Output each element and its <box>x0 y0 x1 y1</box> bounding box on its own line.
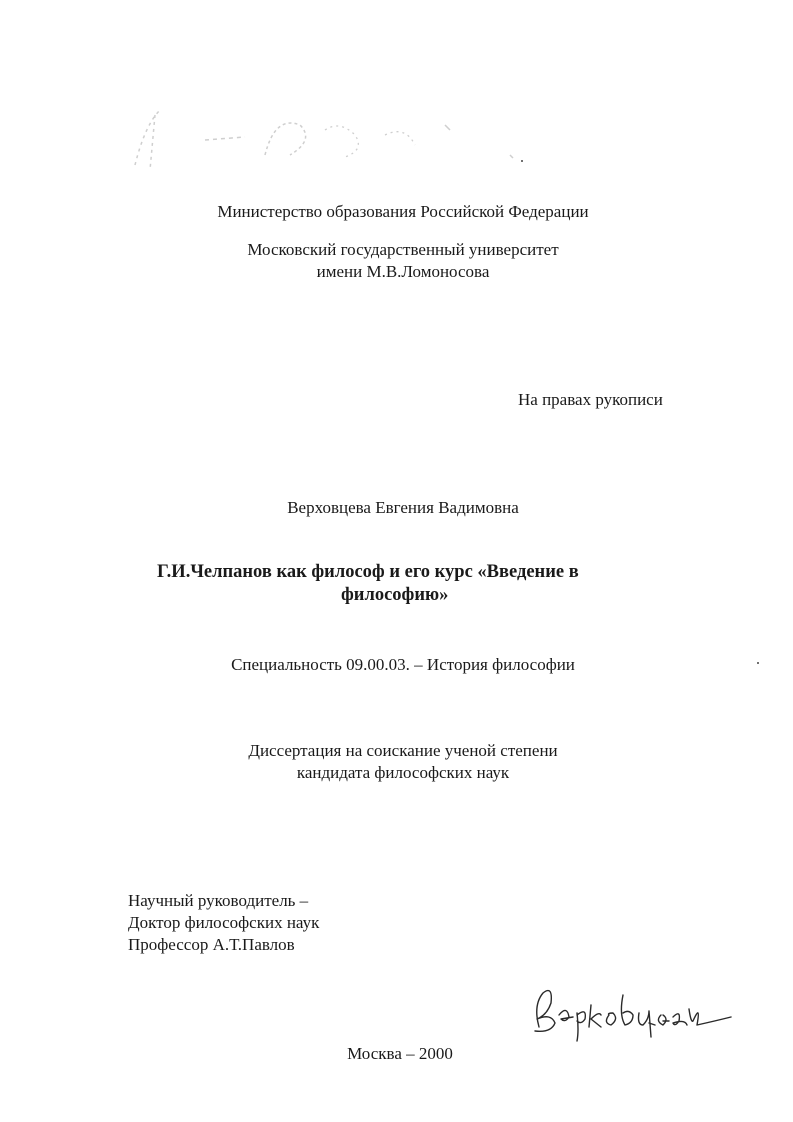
ministry-name: Министерство образования Российской Федерации <box>217 202 589 221</box>
degree-statement: Диссертация на соискание ученой степени <box>248 741 558 760</box>
author-name: Верховцева Евгения Вадимовна <box>287 498 519 517</box>
scan-speck <box>521 160 523 162</box>
author-signature <box>525 975 735 1045</box>
city-year: Москва – 2000 <box>347 1044 453 1063</box>
supervisor-degree: Доктор философских наук <box>128 913 320 932</box>
dissertation-title: Г.И.Челпанов как философ и его курс «Введение в <box>157 562 579 582</box>
faint-handwritten-mark <box>115 95 535 185</box>
dissertation-title-line2: философию» <box>341 585 449 605</box>
specialty: Специальность 09.00.03. – История философии <box>231 655 575 674</box>
university-name-line2: имени М.В.Ломоносова <box>316 262 490 281</box>
degree-statement-line2: кандидата философских наук <box>296 763 510 782</box>
supervisor-label: Научный руководитель – <box>128 891 309 910</box>
university-name: Московский государственный университет <box>247 240 559 259</box>
supervisor-name: Профессор А.Т.Павлов <box>128 935 295 954</box>
rights-note: На правах рукописи <box>518 390 663 409</box>
scan-speck <box>757 662 759 664</box>
